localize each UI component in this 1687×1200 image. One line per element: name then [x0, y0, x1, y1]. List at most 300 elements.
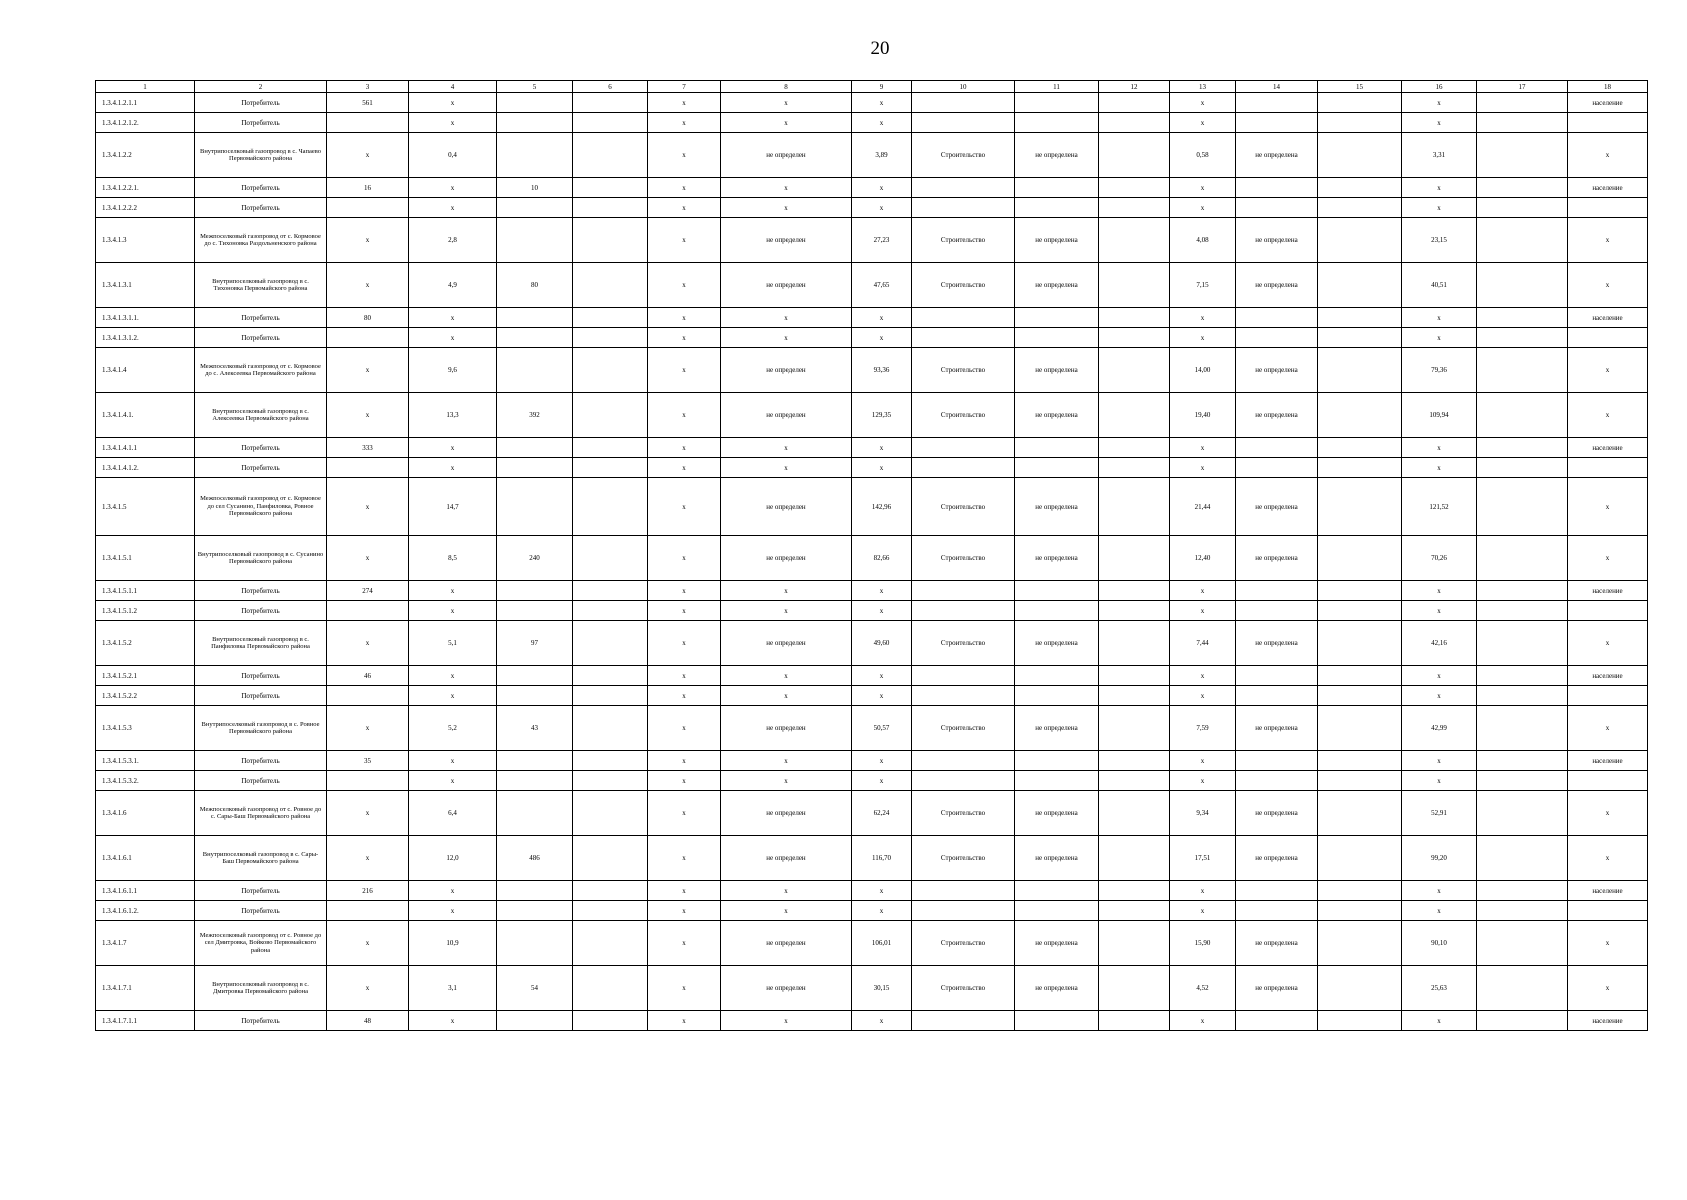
table-cell: 106,01	[852, 921, 912, 966]
table-cell: 3,31	[1402, 133, 1477, 178]
table-cell: 97	[497, 621, 573, 666]
row-name-cell: Внутрипоселковый газопровод в с. Дмитровка Первомайского района	[195, 966, 327, 1011]
table-row	[96, 966, 1648, 1011]
table-cell: x	[852, 178, 912, 198]
table-cell: Строительство	[912, 393, 1015, 438]
table-cell	[1568, 901, 1648, 921]
table-cell	[1477, 881, 1568, 901]
table-cell	[1318, 218, 1402, 263]
table-cell: x	[721, 438, 852, 458]
table-row	[96, 881, 1648, 901]
table-row	[96, 133, 1648, 178]
table-cell	[1236, 581, 1318, 601]
column-header: 11	[1015, 81, 1099, 93]
row-name-cell: Межпоселковый газопровод от с. Кормовое до с. Алексеевка Первомайского района	[195, 348, 327, 393]
table-cell	[1099, 178, 1170, 198]
table-cell	[1015, 686, 1099, 706]
table-cell	[497, 308, 573, 328]
table-cell	[1318, 1011, 1402, 1031]
table-cell: x	[1568, 348, 1648, 393]
row-name-cell: Потребитель	[195, 881, 327, 901]
table-cell: x	[721, 601, 852, 621]
table-cell: x	[852, 771, 912, 791]
table-cell	[497, 113, 573, 133]
table-cell	[1099, 621, 1170, 666]
table-cell	[912, 198, 1015, 218]
table-cell: x	[648, 881, 721, 901]
row-code-cell: 1.3.4.1.4.1.	[96, 393, 195, 438]
table-cell: x	[1568, 133, 1648, 178]
table-cell	[1477, 601, 1568, 621]
table-cell: x	[721, 881, 852, 901]
table-row	[96, 601, 1648, 621]
table-cell	[1099, 791, 1170, 836]
table-cell: 7,15	[1170, 263, 1236, 308]
row-name-cell: Потребитель	[195, 686, 327, 706]
table-cell	[327, 771, 409, 791]
table-cell: x	[1402, 751, 1477, 771]
table-cell	[1236, 771, 1318, 791]
table-cell	[912, 178, 1015, 198]
table-cell: x	[852, 93, 912, 113]
table-cell	[1015, 666, 1099, 686]
table-cell: 5,2	[409, 706, 497, 751]
table-row	[96, 93, 1648, 113]
table-cell: x	[648, 263, 721, 308]
table-cell: x	[1170, 1011, 1236, 1031]
table-row	[96, 791, 1648, 836]
table-cell	[912, 113, 1015, 133]
table-cell: x	[1402, 581, 1477, 601]
table-cell: x	[852, 881, 912, 901]
table-cell: 52,91	[1402, 791, 1477, 836]
table-cell	[1236, 328, 1318, 348]
row-name-cell: Потребитель	[195, 93, 327, 113]
table-row	[96, 218, 1648, 263]
table-cell: x	[1170, 308, 1236, 328]
row-name-cell: Внутрипоселковый газопровод в с. Алексеевка Первомайского района	[195, 393, 327, 438]
table-cell: 70,26	[1402, 536, 1477, 581]
table-cell	[912, 1011, 1015, 1031]
table-cell: 40,51	[1402, 263, 1477, 308]
table-cell	[573, 478, 648, 536]
table-cell: 16	[327, 178, 409, 198]
table-cell: 561	[327, 93, 409, 113]
row-name-cell: Межпоселковый газопровод от с. Кормовое до сел Сусанино, Панфиловка, Ровное Первомайского района	[195, 478, 327, 536]
table-cell: x	[409, 771, 497, 791]
table-cell: не определен	[721, 348, 852, 393]
table-cell: x	[1568, 791, 1648, 836]
table-cell: x	[409, 901, 497, 921]
table-cell: x	[1170, 771, 1236, 791]
table-cell	[1099, 133, 1170, 178]
table-cell: x	[648, 478, 721, 536]
table-cell	[497, 686, 573, 706]
table-cell	[573, 901, 648, 921]
table-cell: x	[327, 218, 409, 263]
table-cell: x	[1568, 966, 1648, 1011]
row-code-cell: 1.3.4.1.5.1	[96, 536, 195, 581]
table-cell	[573, 771, 648, 791]
table-cell	[1099, 666, 1170, 686]
table-cell	[327, 328, 409, 348]
table-cell: x	[721, 751, 852, 771]
table-cell: x	[648, 113, 721, 133]
table-cell	[497, 478, 573, 536]
table-cell: 15,90	[1170, 921, 1236, 966]
table-cell: x	[409, 666, 497, 686]
table-cell: не определена	[1236, 536, 1318, 581]
table-cell: x	[648, 686, 721, 706]
table-cell: x	[1402, 198, 1477, 218]
table-cell: x	[409, 581, 497, 601]
row-name-cell: Межпоселковый газопровод от с. Кормовое до с. Тихоновка Раздольненского района	[195, 218, 327, 263]
table-cell: 50,57	[852, 706, 912, 751]
table-cell: x	[648, 666, 721, 686]
table-cell: 90,10	[1402, 921, 1477, 966]
table-cell: Строительство	[912, 921, 1015, 966]
row-code-cell: 1.3.4.1.4	[96, 348, 195, 393]
table-cell: x	[648, 901, 721, 921]
table-cell: население	[1568, 308, 1648, 328]
table-cell: x	[1402, 328, 1477, 348]
table-cell	[327, 686, 409, 706]
table-cell	[1477, 218, 1568, 263]
table-cell	[1318, 438, 1402, 458]
table-cell	[1099, 478, 1170, 536]
table-cell: не определена	[1015, 218, 1099, 263]
column-header: 15	[1318, 81, 1402, 93]
table-row	[96, 178, 1648, 198]
table-cell	[1477, 133, 1568, 178]
table-cell	[1477, 836, 1568, 881]
table-cell: 240	[497, 536, 573, 581]
table-cell: x	[648, 921, 721, 966]
table-cell: x	[721, 113, 852, 133]
table-cell: x	[409, 113, 497, 133]
table-cell: x	[648, 1011, 721, 1031]
table-cell: x	[648, 621, 721, 666]
table-cell	[1568, 458, 1648, 478]
column-header: 18	[1568, 81, 1648, 93]
table-cell	[573, 536, 648, 581]
column-header: 3	[327, 81, 409, 93]
table-cell: x	[648, 706, 721, 751]
table-cell	[1477, 771, 1568, 791]
table-cell: 80	[497, 263, 573, 308]
row-name-cell: Потребитель	[195, 308, 327, 328]
table-cell: 216	[327, 881, 409, 901]
row-code-cell: 1.3.4.1.3.1	[96, 263, 195, 308]
row-code-cell: 1.3.4.1.7.1.1	[96, 1011, 195, 1031]
table-cell: x	[648, 751, 721, 771]
table-cell	[1236, 1011, 1318, 1031]
row-name-cell: Внутрипоселковый газопровод в с. Сары-Баш Первомайского района	[195, 836, 327, 881]
row-name-cell: Потребитель	[195, 771, 327, 791]
table-cell: 42,99	[1402, 706, 1477, 751]
table-cell	[497, 348, 573, 393]
table-cell	[1015, 178, 1099, 198]
table-cell	[912, 601, 1015, 621]
row-code-cell: 1.3.4.1.4.1.1	[96, 438, 195, 458]
row-code-cell: 1.3.4.1.7.1	[96, 966, 195, 1011]
table-cell: x	[648, 93, 721, 113]
table-cell	[912, 328, 1015, 348]
table-cell: x	[721, 901, 852, 921]
table-cell: x	[409, 881, 497, 901]
table-row	[96, 198, 1648, 218]
table-cell	[1318, 901, 1402, 921]
table-cell: x	[409, 458, 497, 478]
table-cell	[1318, 601, 1402, 621]
table-cell	[1236, 686, 1318, 706]
table-cell: не определен	[721, 218, 852, 263]
table-cell	[1318, 666, 1402, 686]
table-cell	[1318, 308, 1402, 328]
table-cell: 13,3	[409, 393, 497, 438]
table-cell: не определен	[721, 836, 852, 881]
table-row	[96, 1011, 1648, 1031]
table-cell	[1015, 93, 1099, 113]
data-table	[95, 80, 1648, 1031]
column-header: 10	[912, 81, 1015, 93]
table-cell	[1477, 686, 1568, 706]
page-number: 20	[870, 38, 890, 59]
row-code-cell: 1.3.4.1.5.2.2	[96, 686, 195, 706]
table-cell: 0,58	[1170, 133, 1236, 178]
row-code-cell: 1.3.4.1.2.1.1	[96, 93, 195, 113]
table-cell	[1099, 771, 1170, 791]
table-cell	[327, 198, 409, 218]
table-body	[96, 81, 1648, 1031]
table-cell	[1318, 393, 1402, 438]
row-name-cell: Межпоселковый газопровод от с. Ровное до сел Дмитровка, Войково Первомайского района	[195, 921, 327, 966]
table-cell	[497, 901, 573, 921]
table-cell: x	[1568, 706, 1648, 751]
column-header: 16	[1402, 81, 1477, 93]
table-cell: 49,60	[852, 621, 912, 666]
table-cell: x	[852, 438, 912, 458]
table-cell: 27,23	[852, 218, 912, 263]
table-cell	[1477, 536, 1568, 581]
row-name-cell: Потребитель	[195, 178, 327, 198]
table-row	[96, 308, 1648, 328]
table-cell	[1015, 328, 1099, 348]
table-cell	[497, 93, 573, 113]
table-cell: x	[327, 536, 409, 581]
table-cell: 82,66	[852, 536, 912, 581]
table-cell: x	[648, 178, 721, 198]
table-cell	[1015, 751, 1099, 771]
table-cell: не определен	[721, 393, 852, 438]
table-cell	[497, 751, 573, 771]
row-name-cell: Потребитель	[195, 901, 327, 921]
table-cell: не определена	[1236, 836, 1318, 881]
table-cell	[1015, 581, 1099, 601]
row-name-cell: Внутрипоселковый газопровод в с. Ровное Первомайского района	[195, 706, 327, 751]
table-row	[96, 771, 1648, 791]
table-cell: x	[327, 478, 409, 536]
table-cell: x	[327, 966, 409, 1011]
table-cell: x	[721, 458, 852, 478]
table-cell: x	[852, 198, 912, 218]
table-cell: Строительство	[912, 836, 1015, 881]
table-cell	[573, 218, 648, 263]
table-cell	[1015, 113, 1099, 133]
table-cell	[912, 901, 1015, 921]
row-code-cell: 1.3.4.1.6.1.1	[96, 881, 195, 901]
table-cell: x	[327, 836, 409, 881]
table-cell: 19,40	[1170, 393, 1236, 438]
table-cell	[1318, 791, 1402, 836]
table-cell	[1477, 198, 1568, 218]
table-cell: не определена	[1236, 478, 1318, 536]
table-cell: 6,4	[409, 791, 497, 836]
table-cell: 25,63	[1402, 966, 1477, 1011]
table-cell: не определен	[721, 621, 852, 666]
table-cell	[497, 666, 573, 686]
table-cell	[1236, 666, 1318, 686]
table-cell: x	[1170, 198, 1236, 218]
table-cell	[912, 581, 1015, 601]
table-cell: x	[1170, 881, 1236, 901]
table-cell	[1477, 1011, 1568, 1031]
table-cell: 14,00	[1170, 348, 1236, 393]
table-cell: x	[721, 666, 852, 686]
table-cell: x	[648, 581, 721, 601]
table-row	[96, 666, 1648, 686]
table-cell	[1477, 308, 1568, 328]
table-cell	[1099, 218, 1170, 263]
table-row	[96, 706, 1648, 751]
table-cell: не определена	[1015, 536, 1099, 581]
table-cell	[912, 93, 1015, 113]
table-cell	[1318, 751, 1402, 771]
table-cell: x	[648, 198, 721, 218]
table-cell	[573, 751, 648, 771]
table-cell: не определена	[1015, 921, 1099, 966]
table-row	[96, 458, 1648, 478]
table-cell	[912, 751, 1015, 771]
table-cell	[1236, 458, 1318, 478]
table-cell: 54	[497, 966, 573, 1011]
table-cell	[1477, 93, 1568, 113]
table-cell: 7,44	[1170, 621, 1236, 666]
table-cell	[912, 771, 1015, 791]
table-cell	[1477, 621, 1568, 666]
table-cell: 23,15	[1402, 218, 1477, 263]
table-cell	[327, 901, 409, 921]
table-cell	[1099, 113, 1170, 133]
table-cell	[497, 438, 573, 458]
table-cell	[1099, 581, 1170, 601]
table-cell: x	[327, 348, 409, 393]
table-cell	[573, 133, 648, 178]
table-cell	[912, 308, 1015, 328]
row-code-cell: 1.3.4.1.6.1.2.	[96, 901, 195, 921]
table-cell: x	[1170, 178, 1236, 198]
column-header: 5	[497, 81, 573, 93]
table-cell: 129,35	[852, 393, 912, 438]
table-cell	[1318, 263, 1402, 308]
row-code-cell: 1.3.4.1.5.1.1	[96, 581, 195, 601]
table-cell	[1015, 771, 1099, 791]
table-cell	[1099, 198, 1170, 218]
table-cell: не определена	[1236, 133, 1318, 178]
table-cell: 0,4	[409, 133, 497, 178]
table-cell: не определен	[721, 706, 852, 751]
table-cell: 80	[327, 308, 409, 328]
table-cell: 392	[497, 393, 573, 438]
table-cell: 4,9	[409, 263, 497, 308]
table-cell	[1318, 348, 1402, 393]
table-cell: x	[1170, 93, 1236, 113]
table-cell: 62,24	[852, 791, 912, 836]
table-cell	[1015, 601, 1099, 621]
table-cell: 274	[327, 581, 409, 601]
table-cell: x	[1568, 478, 1648, 536]
table-cell: 17,51	[1170, 836, 1236, 881]
table-cell: 47,65	[852, 263, 912, 308]
table-cell: x	[409, 328, 497, 348]
table-cell	[497, 198, 573, 218]
table-cell	[1477, 966, 1568, 1011]
table-cell: x	[721, 328, 852, 348]
table-cell	[1015, 308, 1099, 328]
table-cell	[1099, 901, 1170, 921]
table-cell: x	[852, 308, 912, 328]
table-cell	[497, 601, 573, 621]
table-cell: Строительство	[912, 478, 1015, 536]
table-cell	[573, 836, 648, 881]
table-cell	[1477, 921, 1568, 966]
table-cell	[1477, 458, 1568, 478]
table-row	[96, 328, 1648, 348]
table-cell: 8,5	[409, 536, 497, 581]
table-cell	[1015, 901, 1099, 921]
table-cell: 14,7	[409, 478, 497, 536]
table-cell: не определена	[1236, 621, 1318, 666]
table-cell: не определена	[1015, 791, 1099, 836]
row-code-cell: 1.3.4.1.5.2	[96, 621, 195, 666]
table-cell: x	[409, 198, 497, 218]
table-cell: не определена	[1236, 791, 1318, 836]
row-code-cell: 1.3.4.1.3	[96, 218, 195, 263]
table-cell	[1099, 836, 1170, 881]
table-cell: x	[1170, 438, 1236, 458]
table-cell	[573, 328, 648, 348]
table-cell	[1318, 198, 1402, 218]
row-name-cell: Потребитель	[195, 666, 327, 686]
table-cell: Строительство	[912, 133, 1015, 178]
table-cell: x	[1402, 666, 1477, 686]
table-row	[96, 581, 1648, 601]
table-cell: x	[1568, 393, 1648, 438]
row-name-cell: Потребитель	[195, 601, 327, 621]
table-cell: Строительство	[912, 536, 1015, 581]
row-code-cell: 1.3.4.1.6.1	[96, 836, 195, 881]
table-cell: 10,9	[409, 921, 497, 966]
table-cell	[573, 1011, 648, 1031]
table-cell	[1099, 93, 1170, 113]
table-cell	[1099, 751, 1170, 771]
row-name-cell: Межпоселковый газопровод от с. Ровное до с. Сары-Баш Первомайского района	[195, 791, 327, 836]
table-cell	[497, 458, 573, 478]
table-cell	[1318, 836, 1402, 881]
row-code-cell: 1.3.4.1.6	[96, 791, 195, 836]
table-cell	[1099, 536, 1170, 581]
table-cell: x	[852, 666, 912, 686]
